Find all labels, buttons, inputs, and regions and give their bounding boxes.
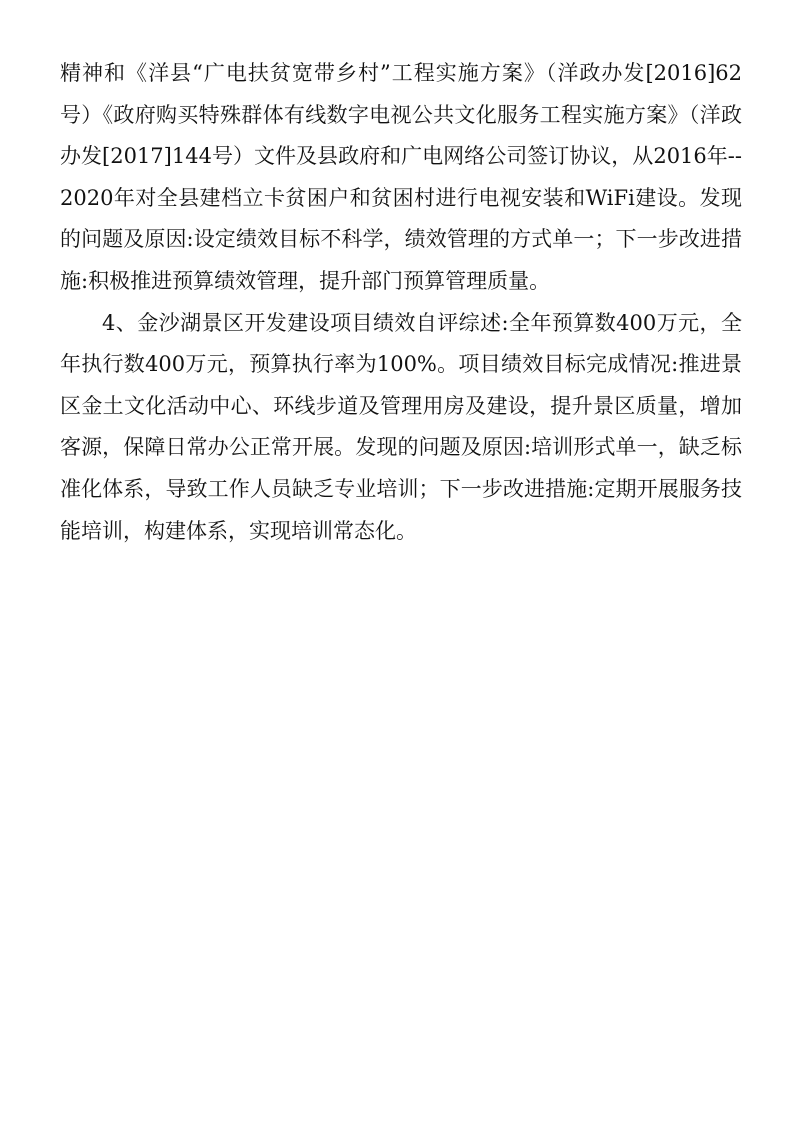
- paragraph-item-4: 4、金沙湖景区开发建设项目绩效自评综述:全年预算数400万元，全年执行数400万元，预算执行率为100%。项目绩效目标完成情况:推进景区金土文化活动中心、环线步道及管理用房及建设，提升景区质量，增加客源，保障日常办公正常开展。发现的问题及原因:培训形式单一，缺乏标准化体系，导致工作人员缺乏专业培训；下一步改进措施:定期开展服务技能培训，构建体系，实现培训常态化。: [60, 310, 742, 543]
- paragraph-continued: 精神和《洋县“广电扶贫宽带乡村”工程实施方案》（洋政办发[2016]62号）《政府购买特殊群体有线数字电视公共文化服务工程实施方案》（洋政办发[2017]144号）文件及县政府和广电网络公司签订协议，从2016年--2020年对全县建档立卡贫困户和贫困村进行电视安装和WiFi建设。发现的问题及原因:设定绩效目标不科学，绩效管理的方式单一；下一步改进措施:积极推进预算绩效管理，提升部门预算管理质量。: [60, 61, 742, 293]
- document-body: [60, 53, 742, 552]
